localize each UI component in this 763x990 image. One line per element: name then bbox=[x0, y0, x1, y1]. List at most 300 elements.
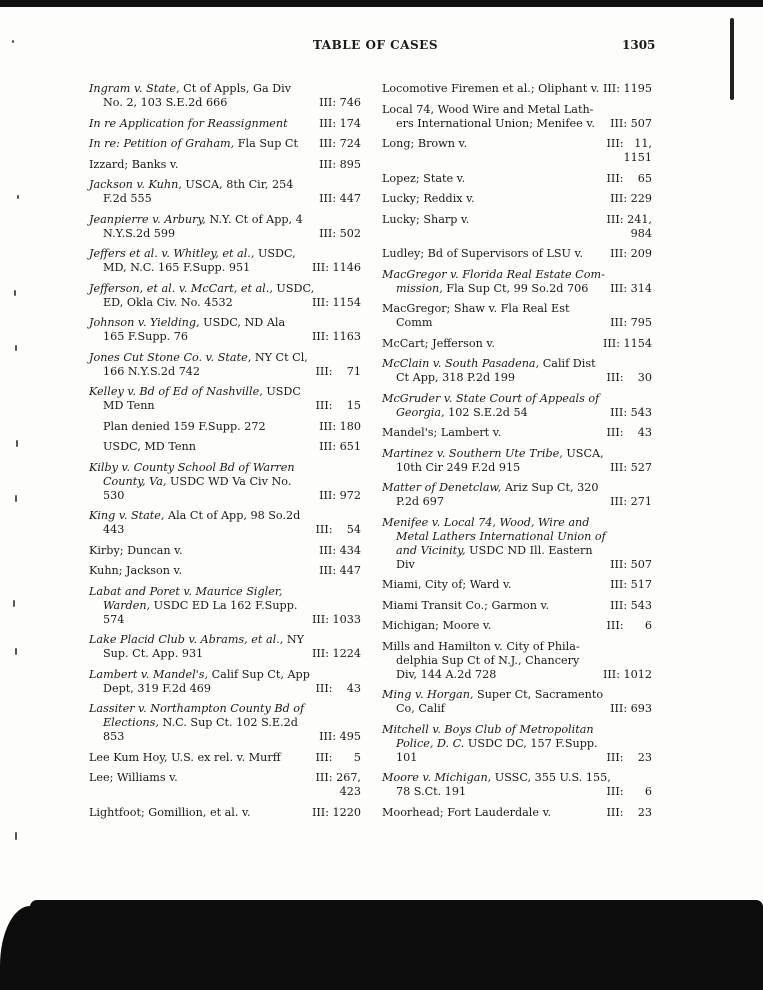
case-citation: delphia Sup Ct of N.J., Chancery bbox=[396, 653, 580, 667]
case-citation: USDC ED La 162 F.Supp. bbox=[150, 598, 298, 612]
volume-page-ref: III: 241, 984 bbox=[606, 212, 652, 240]
case-citation: Ct App, 318 P.2d 199 bbox=[396, 371, 516, 384]
case-citation: 78 S.Ct. 191 bbox=[396, 785, 467, 798]
case-line bbox=[382, 117, 594, 131]
case-line bbox=[382, 495, 594, 509]
case-entry bbox=[89, 564, 361, 578]
case-line bbox=[382, 82, 600, 96]
volume-page-ref: III: 229 bbox=[610, 192, 652, 205]
volume-page-ref: III: 209 bbox=[610, 247, 652, 260]
volume-page-ref: III: 174 bbox=[319, 116, 361, 130]
case-name: Elections, bbox=[103, 716, 159, 729]
case-line bbox=[382, 654, 594, 668]
case-citation: Fla Sup Ct bbox=[234, 137, 298, 150]
case-entry bbox=[382, 192, 652, 206]
case-line bbox=[89, 716, 303, 730]
case-citation: Div bbox=[396, 557, 415, 571]
case-citation: F.2d 555 bbox=[103, 192, 152, 205]
volume-page-ref: III: 527 bbox=[610, 460, 652, 474]
case-entry bbox=[382, 357, 652, 385]
case-entry bbox=[89, 633, 361, 661]
case-line bbox=[89, 585, 303, 599]
case-entry bbox=[89, 247, 361, 275]
volume-page-ref: III: 517 bbox=[610, 578, 652, 591]
case-line bbox=[382, 227, 594, 241]
case-line bbox=[89, 633, 303, 647]
case-citation: Moorhead; Fort Lauderdale v. bbox=[382, 805, 552, 819]
scan-bottom-shadow bbox=[0, 906, 763, 990]
case-citation: USDC, bbox=[254, 247, 296, 260]
case-line bbox=[382, 446, 604, 461]
case-line bbox=[382, 371, 594, 385]
case-entry bbox=[89, 316, 361, 344]
volume-page-ref: III: 1154 bbox=[311, 295, 361, 309]
case-name: Metal Lathers International Union of bbox=[396, 529, 606, 543]
case-line bbox=[89, 475, 303, 489]
volume-page-ref: III: 507 bbox=[610, 557, 652, 571]
case-citation: USDC, bbox=[272, 281, 315, 295]
case-citation: USCA, bbox=[562, 446, 604, 460]
case-citation: Calif Sup Ct, App bbox=[208, 667, 310, 681]
case-entry bbox=[382, 723, 652, 765]
case-citation: NY Ct Cl, bbox=[251, 350, 308, 364]
case-citation: Calif Dist bbox=[539, 357, 596, 370]
case-name: County, Va, bbox=[103, 474, 167, 488]
volume-page-ref: III: 1033 bbox=[311, 612, 361, 626]
case-citation: 10th Cir 249 F.2d 915 bbox=[396, 460, 521, 474]
case-name: Kilby v. County School Bd of Warren bbox=[89, 460, 295, 474]
case-entry bbox=[382, 337, 652, 351]
case-name: Kelley v. Bd of Ed of Nashville, bbox=[89, 385, 263, 398]
case-entry bbox=[89, 385, 361, 413]
case-line bbox=[382, 481, 599, 495]
case-citation: Michigan; Moore v. bbox=[382, 619, 492, 632]
case-line bbox=[89, 785, 303, 799]
case-line bbox=[89, 806, 303, 820]
case-entry bbox=[382, 82, 652, 96]
volume-page-ref: III: 507 bbox=[610, 116, 652, 130]
case-entry bbox=[89, 702, 361, 744]
volume-page-ref: III: 495 bbox=[319, 730, 361, 743]
case-citation: 443 bbox=[103, 523, 125, 536]
case-citation: 574 bbox=[103, 612, 125, 626]
case-line bbox=[89, 461, 303, 475]
case-citation: Long; Brown v. bbox=[382, 137, 468, 150]
case-citation: N.Y. Ct of App, 4 bbox=[205, 212, 303, 226]
case-line bbox=[89, 702, 303, 716]
case-line bbox=[89, 544, 303, 558]
case-citation: USDC DC, 157 F.Supp. bbox=[464, 736, 598, 750]
case-citation: Kirby; Duncan v. bbox=[89, 543, 183, 557]
case-entry bbox=[382, 806, 652, 820]
case-name: McClain v. South Pasadena, bbox=[382, 357, 540, 370]
case-entry bbox=[382, 599, 652, 613]
case-line bbox=[382, 723, 594, 737]
case-citation: USDC, ND Ala bbox=[199, 316, 286, 329]
case-citation: McCart; Jefferson v. bbox=[382, 336, 495, 350]
case-line bbox=[89, 667, 310, 682]
case-line bbox=[382, 558, 594, 572]
volume-page-ref: III: 43 bbox=[606, 426, 652, 439]
volume-page-ref: III: 23 bbox=[606, 750, 652, 764]
case-name: Jackson v. Kuhn, bbox=[89, 178, 182, 191]
case-entry bbox=[89, 420, 361, 434]
case-citation: Mandel's; Lambert v. bbox=[382, 426, 502, 439]
case-name: Ingram v. State, bbox=[89, 82, 180, 95]
case-citation: N.C. Sup Ct. 102 S.E.2d bbox=[158, 716, 298, 729]
case-line bbox=[89, 385, 303, 399]
volume-page-ref: III: 23 bbox=[606, 805, 652, 819]
case-line bbox=[89, 509, 303, 523]
case-line bbox=[382, 426, 594, 440]
case-line bbox=[89, 281, 315, 296]
case-line bbox=[89, 137, 303, 151]
volume-page-ref: III: 1163 bbox=[311, 330, 361, 343]
case-entry bbox=[382, 426, 652, 440]
case-citation: USDC, MD Tenn bbox=[103, 440, 196, 453]
case-line bbox=[89, 647, 303, 661]
volume-page-ref: III: 6 bbox=[606, 619, 652, 632]
case-line bbox=[382, 282, 594, 296]
case-citation: Super Ct, Sacramento bbox=[473, 688, 604, 701]
case-line bbox=[382, 599, 594, 613]
case-citation: Mills and Hamilton v. City of Phila- bbox=[382, 639, 580, 653]
volume-page-ref: III: 724 bbox=[319, 137, 361, 150]
case-entry bbox=[89, 282, 361, 310]
case-line bbox=[89, 296, 303, 310]
volume-page-ref: III: 314 bbox=[610, 281, 652, 295]
case-entry bbox=[89, 461, 361, 503]
case-line bbox=[382, 702, 594, 716]
case-line bbox=[89, 564, 303, 578]
case-line bbox=[382, 640, 594, 654]
case-line bbox=[89, 682, 303, 696]
volume-page-ref: III: 447 bbox=[319, 192, 361, 205]
case-line bbox=[89, 192, 303, 206]
case-entry bbox=[89, 585, 361, 627]
case-line bbox=[89, 613, 303, 627]
case-citation: MacGregor; Shaw v. Fla Real Est bbox=[382, 302, 570, 315]
volume-page-ref: III: 180 bbox=[319, 419, 361, 433]
case-name: MacGregor v. Florida Real Estate Com- bbox=[382, 267, 605, 281]
volume-page-ref: III: 543 bbox=[610, 405, 652, 419]
case-name: Menifee v. Local 74, Wood, Wire and bbox=[382, 515, 590, 529]
case-line bbox=[382, 806, 594, 820]
volume-page-ref: III: 54 bbox=[315, 523, 361, 536]
volume-page-ref: III: 5 bbox=[315, 750, 361, 764]
volume-page-ref: III: 267, 423 bbox=[315, 771, 361, 798]
scan-speck bbox=[17, 195, 19, 199]
scan-speck bbox=[13, 600, 15, 607]
case-name: In re Application for Reassignment bbox=[89, 116, 288, 130]
scan-speck bbox=[14, 290, 16, 296]
case-entry bbox=[89, 509, 361, 537]
case-line bbox=[89, 440, 303, 454]
volume-page-ref: III: 271 bbox=[610, 495, 652, 508]
case-line bbox=[89, 330, 303, 344]
volume-page-ref: III: 65 bbox=[606, 171, 652, 185]
case-citation: ers International Union; Menifee v. bbox=[396, 116, 595, 130]
case-line bbox=[382, 619, 594, 633]
case-line bbox=[382, 578, 594, 592]
volume-page-ref: III: 71 bbox=[315, 364, 361, 378]
page-number: 1305 bbox=[622, 38, 656, 52]
case-citation: Miami, City of; Ward v. bbox=[382, 578, 512, 591]
case-line bbox=[382, 688, 604, 702]
case-citation: 166 N.Y.S.2d 742 bbox=[103, 364, 201, 378]
case-citation: No. 2, 103 S.E.2d 666 bbox=[103, 96, 228, 109]
volume-page-ref: III: 543 bbox=[610, 598, 652, 612]
case-entry bbox=[89, 137, 361, 151]
case-line bbox=[382, 267, 605, 282]
case-entry bbox=[89, 668, 361, 696]
volume-page-ref: III: 1224 bbox=[311, 647, 361, 660]
case-citation: Local 74, Wood Wire and Metal Lath- bbox=[382, 102, 594, 116]
case-line bbox=[382, 461, 594, 475]
case-citation: Dept, 319 F.2d 469 bbox=[103, 681, 212, 695]
case-citation: Locomotive Firemen et al.; Oliphant v. bbox=[382, 82, 600, 95]
scan-speck bbox=[15, 832, 17, 840]
case-name: mission, bbox=[396, 281, 443, 295]
case-citation: Izzard; Banks v. bbox=[89, 157, 179, 171]
case-entry bbox=[382, 447, 652, 475]
case-citation: Lee; Williams v. bbox=[89, 771, 178, 784]
case-citation: Lee Kum Hoy, U.S. ex rel. v. Murff bbox=[89, 750, 281, 764]
volume-page-ref: III: 30 bbox=[606, 371, 652, 384]
case-entry bbox=[382, 213, 652, 241]
scan-bracket-mark bbox=[730, 18, 734, 100]
case-name: Martinez v. Southern Ute Tribe, bbox=[382, 446, 563, 460]
scan-speck bbox=[12, 40, 14, 43]
case-line bbox=[89, 350, 308, 365]
case-citation: Lucky; Reddix v. bbox=[382, 192, 475, 205]
case-line bbox=[89, 599, 303, 613]
case-entry bbox=[89, 82, 361, 110]
case-line bbox=[382, 213, 594, 227]
case-entry bbox=[89, 213, 361, 241]
case-name: Police, D. C. bbox=[396, 736, 465, 750]
case-entry bbox=[382, 516, 652, 572]
scan-speck bbox=[15, 345, 17, 351]
case-citation: N.Y.S.2d 599 bbox=[103, 226, 176, 240]
case-citation: 853 bbox=[103, 730, 125, 743]
case-name: Jeffers et al. v. Whitley, et al., bbox=[89, 247, 255, 260]
case-citation: MD, N.C. 165 F.Supp. 951 bbox=[103, 261, 251, 274]
volume-page-ref: III: 43 bbox=[315, 681, 361, 695]
case-entry bbox=[382, 688, 652, 716]
case-line bbox=[382, 192, 594, 206]
case-entry bbox=[89, 351, 361, 379]
case-line bbox=[89, 227, 303, 241]
case-entry bbox=[382, 578, 652, 592]
case-name: Johnson v. Yielding, bbox=[89, 316, 200, 329]
case-entry bbox=[382, 640, 652, 682]
case-line bbox=[382, 529, 606, 544]
case-name: Labat and Poret v. Maurice Sigler, bbox=[89, 584, 283, 598]
scan-top-edge bbox=[0, 0, 763, 7]
case-line bbox=[382, 316, 594, 330]
case-line bbox=[382, 736, 598, 751]
case-entry bbox=[382, 392, 652, 420]
case-citation: Co, Calif bbox=[396, 702, 445, 715]
volume-page-ref: III: 1146 bbox=[311, 261, 361, 274]
case-entry bbox=[382, 172, 652, 186]
volume-page-ref: III: 895 bbox=[319, 157, 361, 171]
case-line bbox=[382, 103, 594, 117]
volume-page-ref: III: 502 bbox=[319, 226, 361, 240]
case-line bbox=[89, 730, 303, 744]
case-citation: 102 S.E.2d 54 bbox=[444, 405, 528, 419]
case-line bbox=[89, 751, 303, 765]
case-citation: Lopez; State v. bbox=[382, 171, 466, 185]
case-citation: Lucky; Sharp v. bbox=[382, 212, 470, 226]
case-line bbox=[382, 137, 594, 151]
volume-page-ref: III: 1012 bbox=[602, 667, 652, 681]
case-citation: MD Tenn bbox=[103, 399, 155, 412]
case-line bbox=[89, 523, 303, 537]
case-name: Ming v. Horgan, bbox=[382, 688, 474, 701]
case-citation: USDC bbox=[262, 385, 301, 398]
volume-page-ref: III: 434 bbox=[319, 543, 361, 557]
case-citation: Ala Ct of App, 98 So.2d bbox=[164, 509, 301, 522]
case-line bbox=[382, 357, 594, 371]
case-entry bbox=[382, 771, 652, 799]
case-line bbox=[89, 399, 303, 413]
volume-page-ref: III: 6 bbox=[606, 785, 652, 798]
case-line bbox=[382, 771, 611, 785]
case-entry bbox=[382, 302, 652, 330]
case-citation: 530 bbox=[103, 488, 125, 502]
case-name: Jones Cut Stone Co. v. State, bbox=[89, 350, 252, 364]
case-line bbox=[382, 785, 594, 799]
case-entry bbox=[89, 751, 361, 765]
case-entry bbox=[89, 806, 361, 820]
case-name: Lambert v. Mandel's, bbox=[89, 667, 209, 681]
case-citation: Kuhn; Jackson v. bbox=[89, 564, 183, 577]
case-entry bbox=[89, 117, 361, 131]
case-entry bbox=[89, 440, 361, 454]
case-name: Lassiter v. Northampton County Bd of bbox=[89, 702, 305, 715]
case-citation: Div, 144 A.2d 728 bbox=[396, 667, 497, 681]
case-line bbox=[382, 406, 594, 420]
case-citation: Ariz Sup Ct, 320 bbox=[501, 481, 599, 494]
case-name: Matter of Denetclaw, bbox=[382, 481, 502, 494]
scan-speck bbox=[15, 648, 17, 655]
case-citation: Sup. Ct. App. 931 bbox=[103, 647, 204, 660]
case-citation: Ludley; Bd of Supervisors of LSU v. bbox=[382, 247, 584, 260]
case-citation: NY bbox=[283, 633, 305, 646]
scan-speck bbox=[15, 495, 17, 502]
case-line bbox=[89, 158, 303, 172]
case-line bbox=[89, 489, 303, 503]
case-line bbox=[382, 668, 594, 682]
case-name: McGruder v. State Court of Appeals of bbox=[382, 391, 600, 405]
volume-page-ref: III: 447 bbox=[319, 564, 361, 577]
case-citation: Plan denied 159 F.Supp. 272 bbox=[103, 419, 266, 433]
case-line bbox=[89, 420, 303, 434]
case-name: and Vicinity, bbox=[396, 543, 466, 557]
case-line bbox=[89, 178, 303, 192]
case-citation: USCA, 8th Cir, 254 bbox=[181, 178, 294, 191]
case-name: King v. State, bbox=[89, 509, 165, 522]
volume-page-ref: III: 795 bbox=[610, 316, 652, 329]
case-line bbox=[89, 117, 303, 131]
case-entry bbox=[382, 481, 652, 509]
case-line bbox=[382, 544, 594, 558]
case-name: In re: Petition of Graham, bbox=[89, 137, 235, 150]
case-citation: Lightfoot; Gomillion, et al. v. bbox=[89, 805, 251, 819]
volume-page-ref: III: 1154 bbox=[602, 336, 652, 350]
case-line bbox=[89, 771, 303, 785]
case-name: Jeanpierre v. Arbury, bbox=[89, 212, 206, 226]
case-line bbox=[382, 151, 594, 165]
case-line bbox=[89, 213, 303, 227]
case-line bbox=[89, 316, 303, 330]
case-entry bbox=[89, 158, 361, 172]
case-line bbox=[89, 365, 303, 379]
case-citation: USDC ND Ill. Eastern bbox=[465, 543, 593, 557]
right-column bbox=[382, 82, 652, 826]
case-citation: Comm bbox=[396, 316, 433, 329]
case-line bbox=[382, 751, 594, 765]
case-citation: Ct of Appls, Ga Div bbox=[179, 82, 292, 95]
case-entry bbox=[89, 178, 361, 206]
volume-page-ref: III: 1220 bbox=[311, 805, 361, 819]
case-entry bbox=[382, 619, 652, 633]
case-name: Moore v. Michigan, bbox=[382, 771, 492, 784]
case-citation: USDC WD Va Civ No. bbox=[166, 474, 292, 488]
case-entry bbox=[382, 247, 652, 261]
left-column bbox=[89, 82, 361, 826]
case-name: Georgia, bbox=[396, 405, 445, 419]
case-entry bbox=[89, 771, 361, 799]
case-citation: ED, Okla Civ. No. 4532 bbox=[103, 295, 233, 309]
volume-page-ref: III: 1195 bbox=[602, 82, 652, 95]
case-citation: Miami Transit Co.; Garmon v. bbox=[382, 598, 550, 612]
case-line bbox=[89, 247, 303, 261]
volume-page-ref: III: 651 bbox=[319, 440, 361, 453]
volume-page-ref: III: 693 bbox=[610, 702, 652, 715]
volume-page-ref: III: 972 bbox=[319, 488, 361, 502]
case-line bbox=[382, 172, 594, 186]
case-line bbox=[382, 516, 594, 530]
case-line bbox=[89, 261, 303, 275]
case-name: Jefferson, et al. v. McCart, et al., bbox=[89, 281, 273, 295]
case-citation: 165 F.Supp. 76 bbox=[103, 330, 189, 343]
case-citation: Fla Sup Ct, 99 So.2d 706 bbox=[442, 281, 589, 295]
case-line bbox=[382, 337, 594, 351]
case-entry bbox=[382, 137, 652, 165]
volume-page-ref: III: 15 bbox=[315, 399, 361, 412]
case-name: Lake Placid Club v. Abrams, et al., bbox=[89, 633, 284, 646]
case-name: Warden, bbox=[103, 598, 151, 612]
case-entry bbox=[382, 103, 652, 131]
case-line bbox=[382, 391, 600, 406]
case-line bbox=[89, 82, 303, 96]
case-citation: P.2d 697 bbox=[396, 495, 445, 508]
case-entry bbox=[382, 268, 652, 296]
case-citation: USSC, 355 U.S. 155, bbox=[491, 771, 611, 784]
case-line bbox=[382, 247, 594, 261]
case-entry bbox=[89, 544, 361, 558]
case-citation: 101 bbox=[396, 750, 418, 764]
case-line bbox=[382, 302, 594, 316]
case-line bbox=[89, 96, 303, 110]
scan-speck bbox=[16, 440, 18, 447]
page-title: TABLE OF CASES bbox=[313, 38, 438, 52]
volume-page-ref: III: 11, 1151 bbox=[606, 137, 652, 164]
case-name: Mitchell v. Boys Club of Metropolitan bbox=[382, 722, 594, 736]
